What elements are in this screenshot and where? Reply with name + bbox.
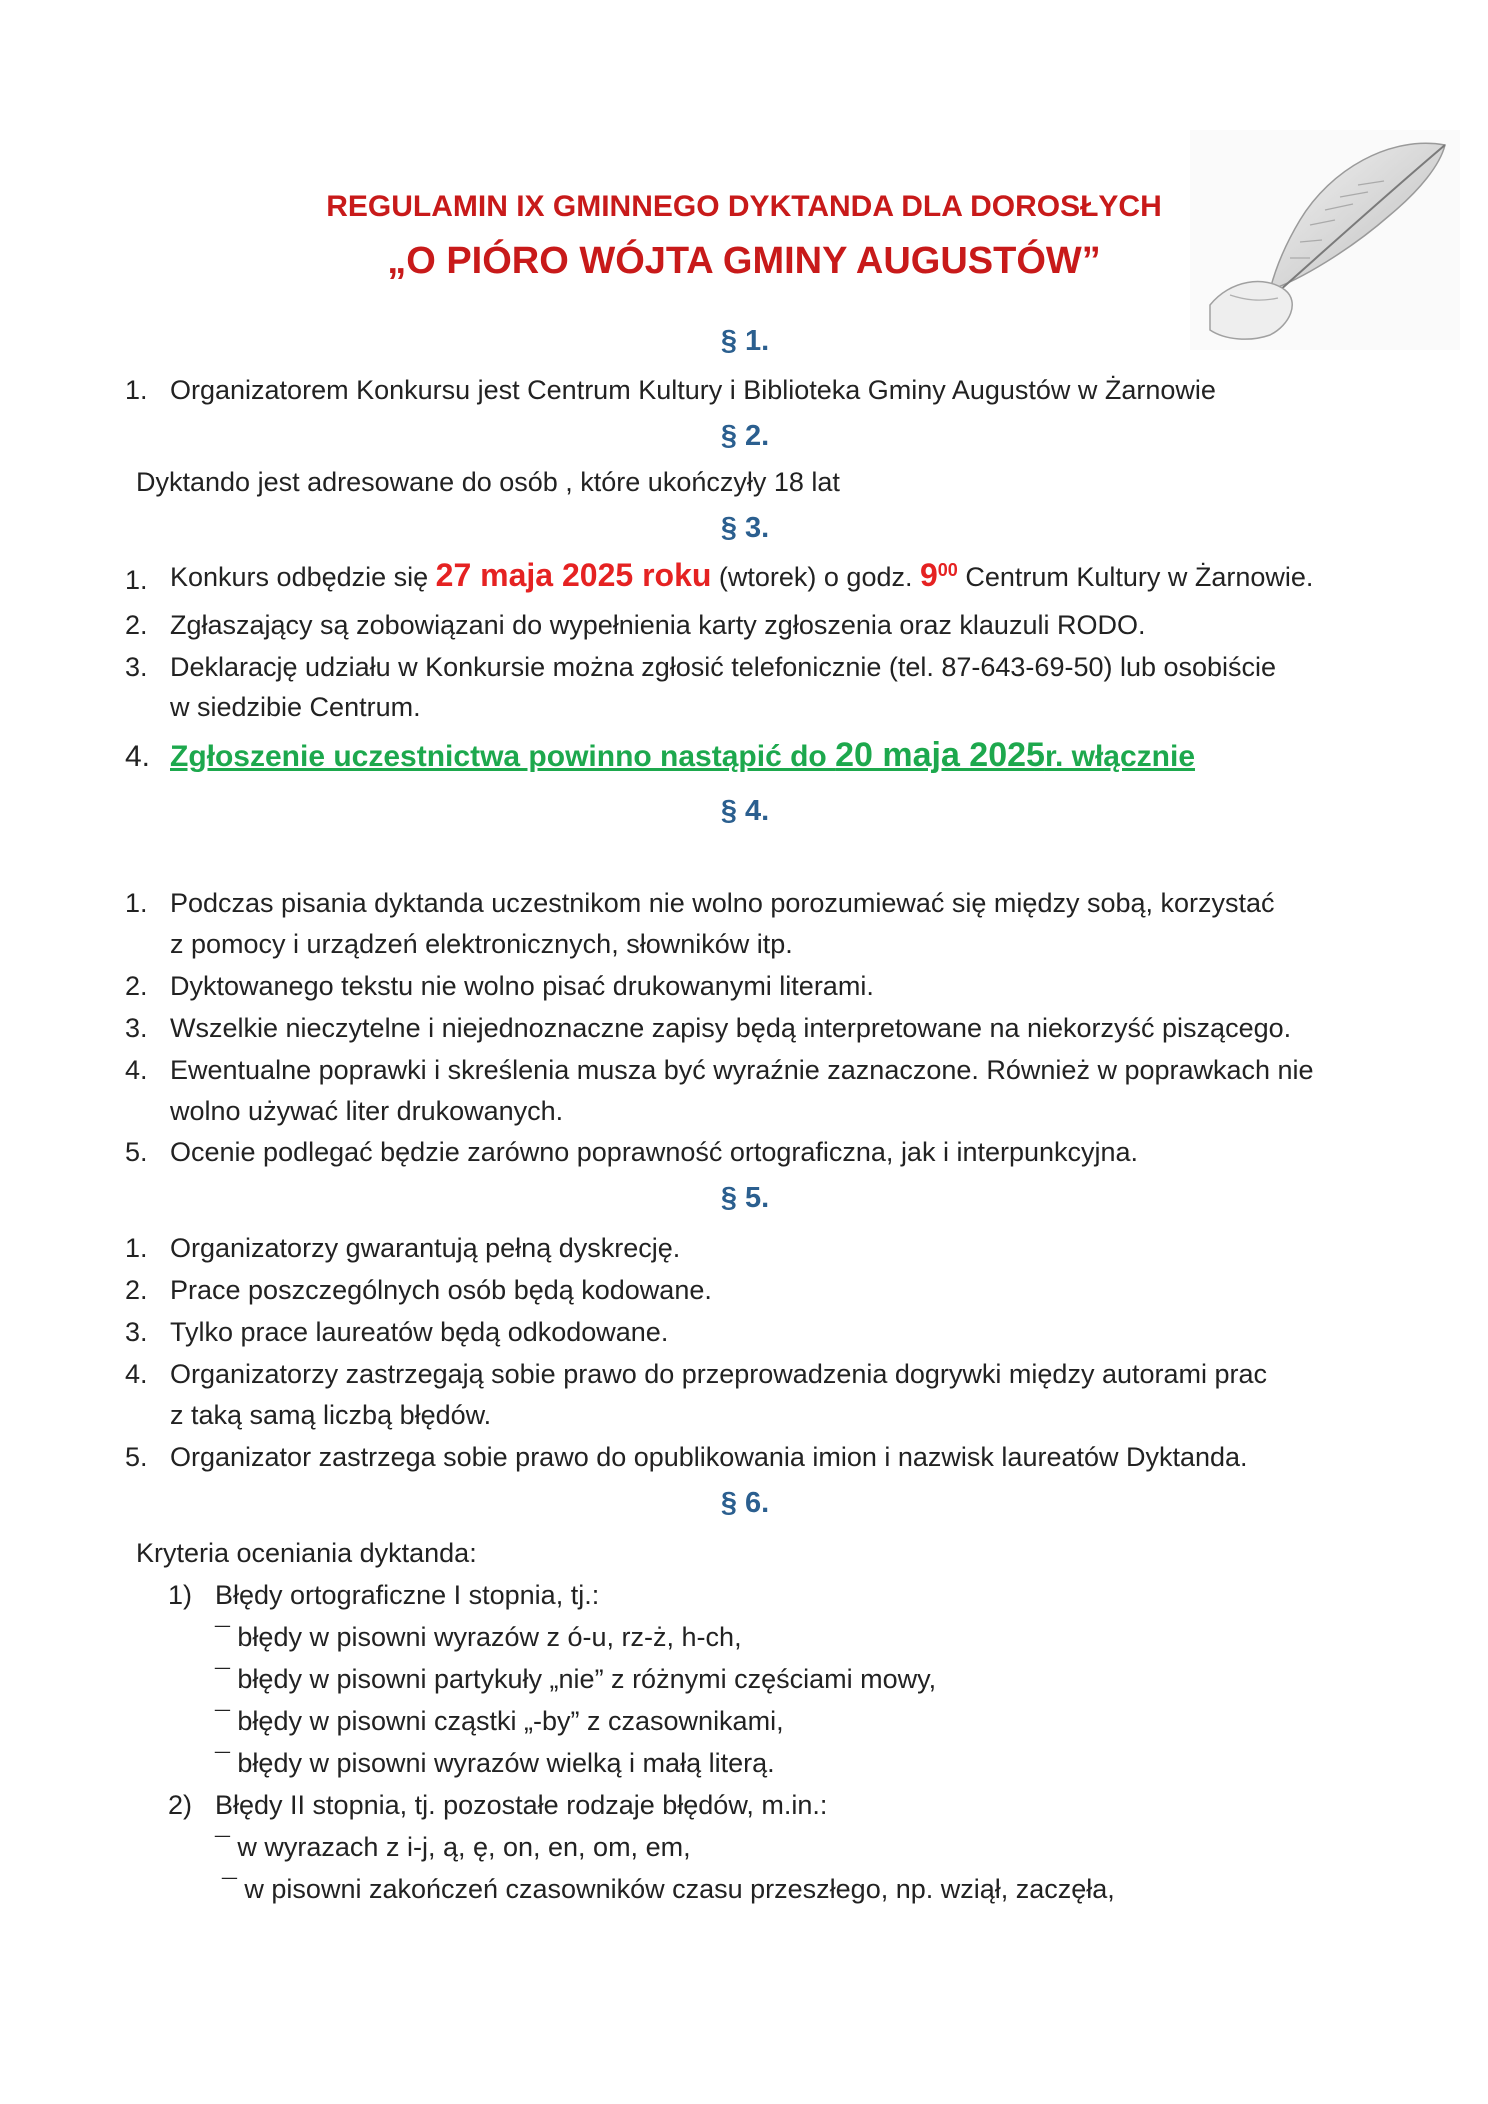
list-number: 2. (125, 610, 148, 640)
list-number: 4. (125, 1055, 148, 1085)
list-number: 1. (125, 565, 148, 595)
criteria-bullet: ¯ błędy w pisowni wyrazów wielką i małą literą. (215, 1748, 775, 1778)
list-item (170, 557, 1313, 594)
feather-quill-icon (1190, 130, 1460, 350)
list-item: Dyktowanego tekstu nie wolno pisać drukowanymi literami. (170, 971, 874, 1001)
list-item: Organizator zastrzega sobie prawo do opublikowania imion i nazwisk laureatów Dyktanda. (170, 1442, 1248, 1472)
list-number: 3. (125, 652, 148, 682)
list-item-continued: wolno używać liter drukowanych. (170, 1096, 564, 1126)
list-number: 1. (125, 888, 148, 918)
list-number: 3. (125, 1013, 148, 1043)
list-number: 2. (125, 1275, 148, 1305)
section-heading-6: § 6. (720, 1487, 770, 1519)
list-number: 1. (125, 375, 148, 405)
list-number: 5. (125, 1442, 148, 1472)
event-date: 27 maja 2025 roku (435, 557, 712, 593)
deadline-text: Zgłoszenie uczestnictwa powinno nastąpić do (170, 740, 836, 773)
list-item-continued: z taką samą liczbą błędów. (170, 1400, 492, 1430)
list-item: Ewentualne poprawki i skreślenia musza być wyraźnie zaznaczone. Również w poprawkach nie (170, 1055, 1314, 1085)
criteria-number: 2) (168, 1790, 193, 1820)
section-heading-2: § 2. (720, 420, 770, 452)
list-item-continued: w siedzibie Centrum. (170, 692, 421, 722)
title-line-2: „O PIÓRO WÓJTA GMINY AUGUSTÓW” (387, 240, 1101, 282)
section-heading-1: § 1. (720, 325, 770, 357)
event-hour: 9 (919, 557, 938, 593)
event-minutes: 00 (937, 560, 958, 580)
paragraph: Dyktando jest adresowane do osób , które ukończyły 18 lat (136, 467, 840, 497)
list-item-continued: z pomocy i urządzeń elektronicznych, słowników itp. (170, 929, 793, 959)
criteria-number: 1) (168, 1580, 193, 1610)
deadline-date: 20 maja 2025 (835, 736, 1045, 774)
item-text: Konkurs odbędzie się (170, 562, 436, 592)
criteria-bullet: ¯ błędy w pisowni partykuły „nie” z różnymi częściami mowy, (215, 1664, 937, 1694)
list-item: Organizatorzy zastrzegają sobie prawo do przeprowadzenia dogrywki między autorami prac (170, 1359, 1268, 1389)
deadline-text: r. włącznie (1044, 740, 1196, 773)
list-item: Tylko prace laureatów będą odkodowane. (170, 1317, 669, 1347)
section-heading-5: § 5. (720, 1182, 770, 1214)
list-item: Zgłaszający są zobowiązani do wypełnienia karty zgłoszenia oraz klauzuli RODO. (170, 610, 1146, 640)
list-number: 5. (125, 1137, 148, 1167)
list-item: Organizatorzy gwarantują pełną dyskrecję. (170, 1233, 681, 1263)
item-text: Centrum Kultury w Żarnowie. (957, 562, 1314, 592)
list-item: Wszelkie nieczytelne i niejednoznaczne zapisy będą interpretowane na niekorzyść piszącego. (170, 1013, 1292, 1043)
list-number: 1. (125, 1233, 148, 1263)
deadline-notice (170, 736, 1195, 775)
section-heading-4: § 4. (720, 795, 770, 827)
title-line-1: REGULAMIN IX GMINNEGO DYKTANDA DLA DOROSŁYCH (326, 190, 1162, 223)
list-item: Prace poszczególnych osób będą kodowane. (170, 1275, 712, 1305)
section-heading-3: § 3. (720, 512, 770, 544)
criteria-bullet: ¯ błędy w pisowni cząstki „-by” z czasownikami, (215, 1706, 784, 1736)
list-number: 3. (125, 1317, 148, 1347)
list-item: Ocenie podlegać będzie zarówno poprawność ortograficzna, jak i interpunkcyjna. (170, 1137, 1139, 1167)
criteria-item: Błędy ortograficzne I stopnia, tj.: (215, 1580, 600, 1610)
list-number: 4. (125, 1359, 148, 1389)
list-item: Deklarację udziału w Konkursie można zgłosić telefonicznie (tel. 87-643-69-50) lub osobiście (170, 652, 1277, 682)
criteria-bullet: ¯ w pisowni zakończeń czasowników czasu przeszłego, np. wziął, zaczęła, (222, 1874, 1115, 1904)
list-item: Organizatorem Konkursu jest Centrum Kultury i Biblioteka Gminy Augustów w Żarnowie (170, 375, 1216, 405)
criteria-item: Błędy II stopnia, tj. pozostałe rodzaje błędów, m.in.: (215, 1790, 828, 1820)
item-text: (wtorek) o godz. (711, 562, 920, 592)
list-item: Podczas pisania dyktanda uczestnikom nie wolno porozumiewać się między sobą, korzystać (170, 888, 1275, 918)
list-number: 4. (125, 740, 151, 773)
criteria-bullet: ¯ w wyrazach z i-j, ą, ę, on, en, om, em, (215, 1832, 691, 1862)
list-number: 2. (125, 971, 148, 1001)
criteria-bullet: ¯ błędy w pisowni wyrazów z ó-u, rz-ż, h-ch, (215, 1622, 742, 1652)
criteria-intro: Kryteria oceniania dyktanda: (136, 1538, 477, 1568)
